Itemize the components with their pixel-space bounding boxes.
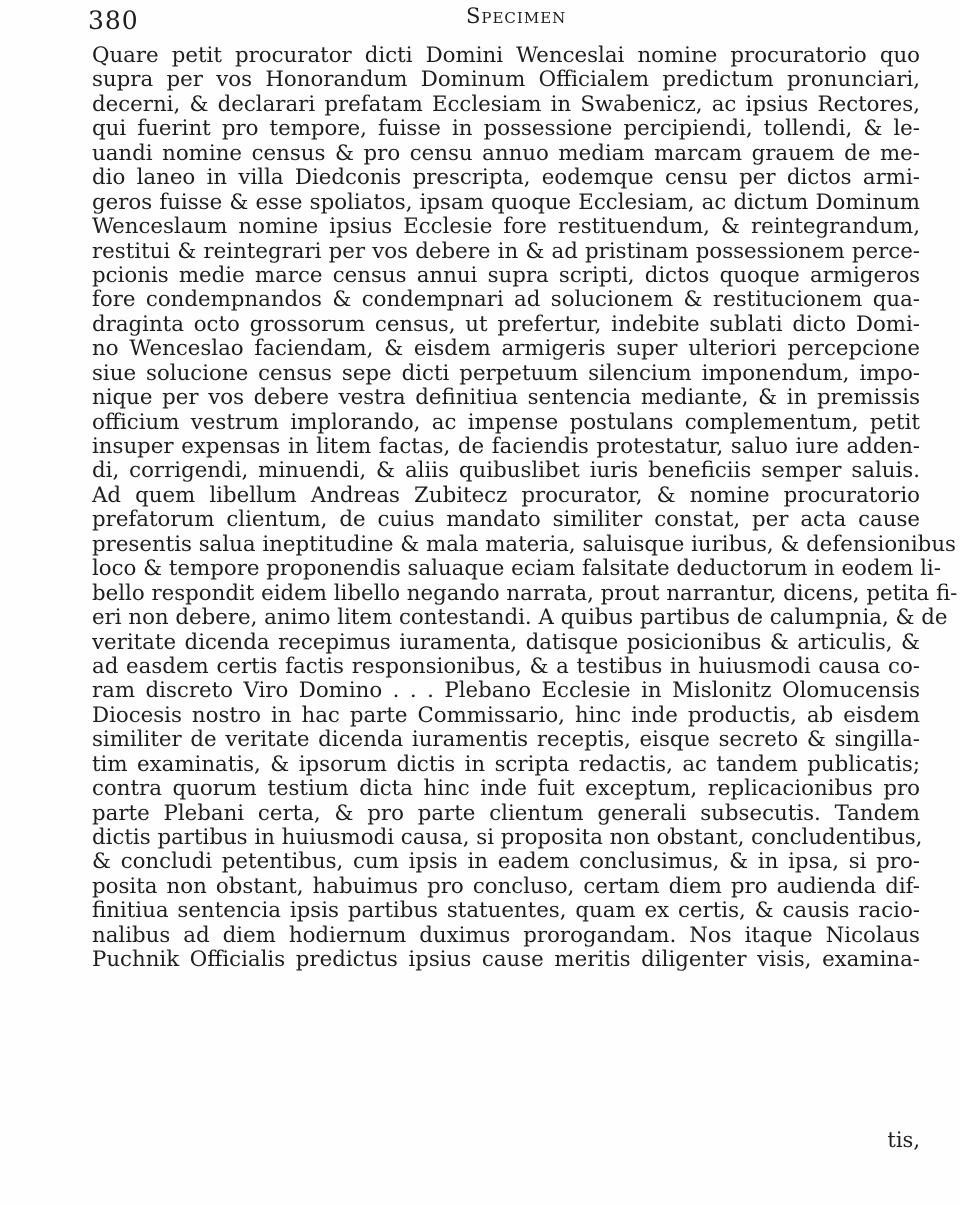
text-line: presentis salua ineptitudine & mala materia, saluisque iuribus, & defensionibus — [92, 531, 956, 557]
text-line: Diocesis nostro in hac parte Commissario, hinc inde productis, ab eisdem — [92, 702, 920, 728]
text-line: Quare petit procurator dicti Domini Wenceslai nomine procuratorio quo — [92, 43, 920, 68]
text-line: Puchnik Officialis predictus ipsius cause meritis diligenter visis, examina- — [92, 947, 920, 973]
text-line: posita non obstant, habuimus pro concluso, certam diem pro audienda dif- — [92, 873, 920, 899]
text-line: fore condempnandos & condempnari ad solucionem & restitucionem qua- — [92, 287, 920, 313]
text-line: uandi nomine census & pro censu annuo mediam marcam grauem de me- — [92, 140, 920, 166]
text-line: no Wenceslao faciendam, & eisdem armigeris super ulteriori percepcione — [92, 336, 920, 362]
text-line: nique per vos debere vestra definitiua sentencia mediante, & in premissis — [92, 385, 920, 411]
text-line: eri non debere, animo litem contestandi. A quibus partibus de calumpnia, & de — [92, 605, 948, 631]
text-line: similiter de veritate dicenda iuramentis receptis, eisque secreto & singilla- — [92, 727, 920, 753]
text-line: ram discreto Viro Domino . . . Plebano Ecclesie in Mislonitz Olomucensis — [92, 678, 920, 704]
text-line: dictis partibus in huiusmodi causa, si proposita non obstant, concludentibus, — [92, 825, 923, 850]
text-line: geros fuisse & esse spoliatos, ipsam quoque Ecclesiam, ac dictum Dominum — [92, 189, 920, 215]
catchword: tis, — [887, 1128, 920, 1152]
text-line: nalibus ad diem hodiernum duximus prorogandam. Nos itaque Nicolaus — [92, 922, 920, 948]
text-line: pcionis medie marce census annui supra scripti, dictos quoque armigeros — [92, 262, 920, 288]
text-line: draginta octo grossorum census, ut prefertur, indebite sublati dicto Domi- — [92, 311, 920, 337]
text-line: dio laneo in villa Diedconis prescripta, eodemque censu per dictos armi- — [92, 165, 920, 191]
running-head: Specimen — [466, 4, 567, 28]
body-text — [92, 43, 958, 973]
text-line: & concludi petentibus, cum ipsis in eadem conclusimus, & in ipsa, si pro- — [92, 849, 920, 875]
text-line: parte Plebani certa, & pro parte clientum generali subsecutis. Tandem — [92, 800, 920, 826]
text-line: qui fuerint pro tempore, fuisse in possessione percipiendi, tollendi, & le- — [92, 116, 920, 142]
text-line: insuper expensas in litem factas, de faciendis protestatur, saluo iure adden- — [92, 434, 920, 459]
text-line: contra quorum testium dicta hinc inde fuit exceptum, replicacionibus pro — [92, 776, 920, 802]
page-number: 380 — [88, 6, 139, 35]
text-line: Ad quem libellum Andreas Zubitecz procurator, & nomine procuratorio — [92, 482, 920, 508]
text-line: officium vestrum implorando, ac impense postulans complementum, petit — [92, 409, 920, 435]
text-line: veritate dicenda recepimus iuramenta, datisque posicionibus & articulis, & — [92, 629, 920, 655]
text-line: finitiua sentencia ipsis partibus statuentes, quam ex certis, & causis racio- — [92, 898, 920, 924]
text-line: siue solucione census sepe dicti perpetuum silencium imponendum, impo- — [92, 360, 920, 386]
text-line: supra per vos Honorandum Dominum Officialem predictum pronunciari, — [92, 67, 920, 93]
text-line: prefatorum clientum, de cuius mandato similiter constat, per acta cause — [92, 507, 920, 533]
text-line: decerni, & declarari prefatam Ecclesiam in Swabenicz, ac ipsius Rectores, — [92, 91, 920, 117]
text-line: restitui & reintegrari per vos debere in & ad pristinam possessionem perce- — [92, 238, 920, 264]
text-line: di, corrigendi, minuendi, & aliis quibuslibet iuris beneficiis semper saluis. — [92, 458, 920, 484]
text-line: tim examinatis, & ipsorum dictis in scripta redactis, ac tandem publicatis; — [92, 751, 920, 777]
text-line: ad easdem certis factis responsionibus, & a testibus in huiusmodi causa co- — [92, 653, 920, 679]
text-line: bello respondit eidem libello negando narrata, prout narrantur, dicens, petita fi- — [92, 580, 958, 606]
text-line: Wenceslaum nomine ipsius Ecclesie fore restituendum, & reintegrandum, — [92, 214, 920, 240]
text-line: loco & tempore proponendis saluaque eciam falsitate deductorum in eodem li- — [92, 556, 941, 582]
